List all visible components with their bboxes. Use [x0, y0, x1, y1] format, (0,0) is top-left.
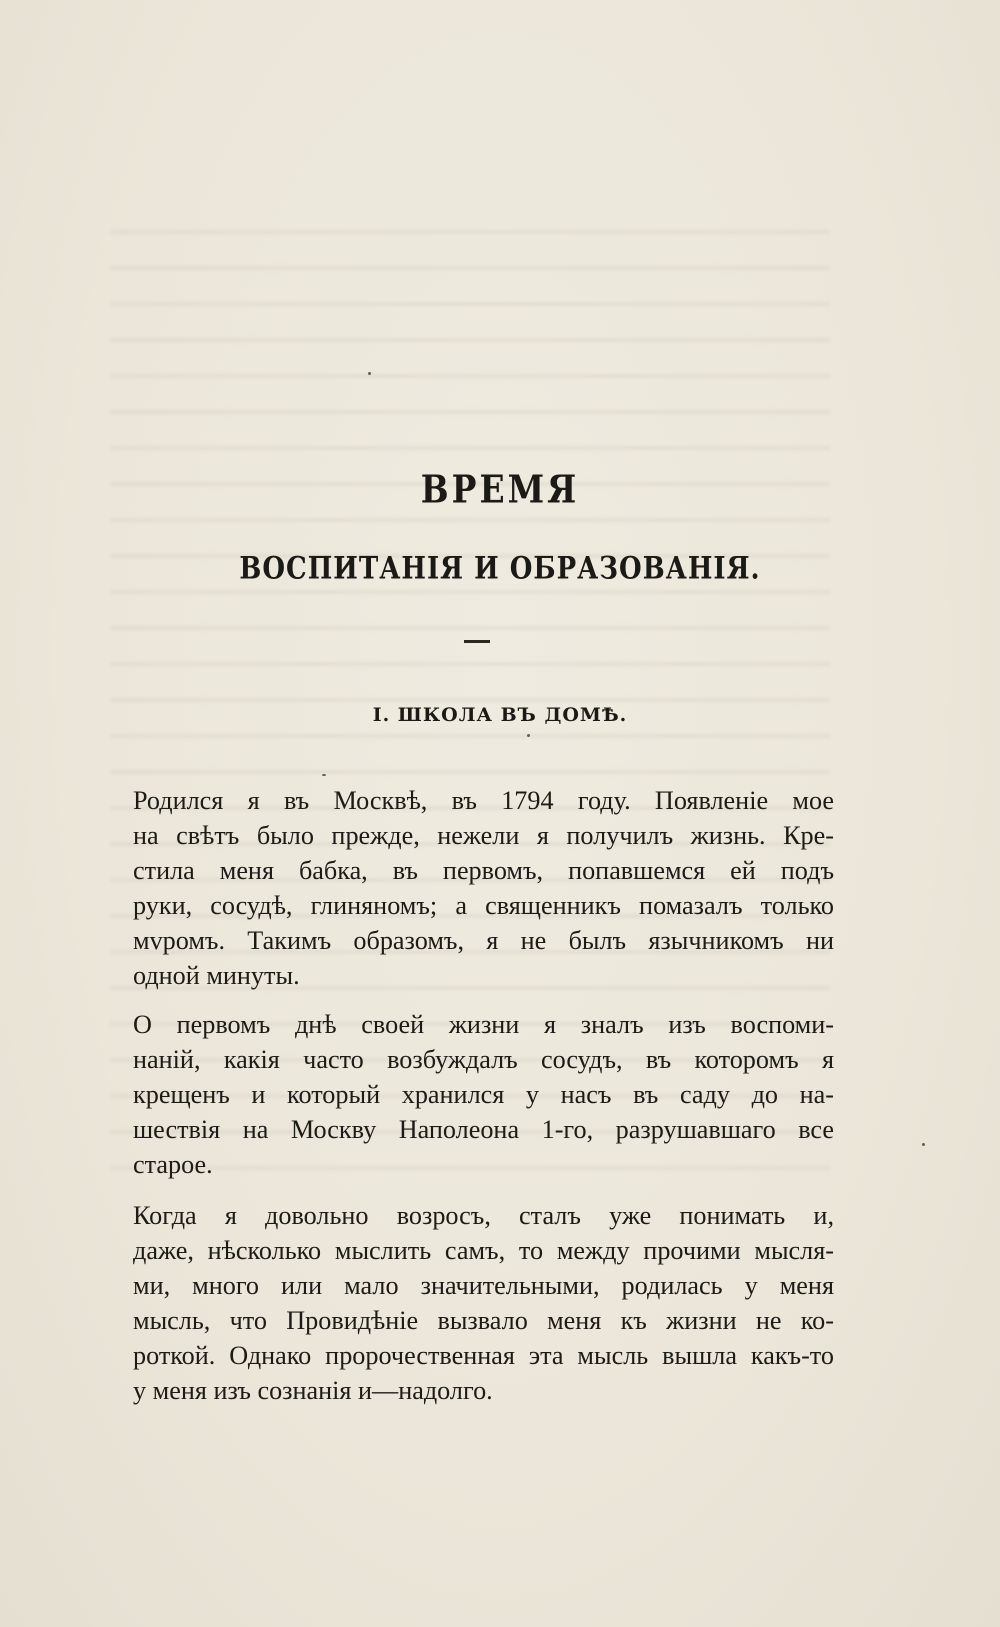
paragraph-line: наній, какія часто возбуждалъ сосудъ, въ которомъ я	[133, 1045, 834, 1074]
ink-speck	[922, 1143, 925, 1146]
paragraph-line: одной минуты.	[133, 961, 300, 990]
paragraph-line: шествія на Москву Наполеона 1-го, разрушавшаго все	[133, 1115, 834, 1144]
ink-speck	[322, 774, 326, 776]
title-divider	[464, 640, 490, 643]
page-title: ВРЕМЯ	[420, 467, 580, 512]
paragraph-line: ми, много или мало значительными, родилась у меня	[133, 1271, 834, 1300]
paragraph-line: руки, сосудѣ, глиняномъ; а священникъ помазалъ только	[133, 891, 834, 920]
paragraph-line: у меня изъ сознанія и—надолго.	[133, 1376, 493, 1405]
paragraph-line: даже, нѣсколько мыслить самъ, то между прочими мысля-	[133, 1236, 834, 1265]
ink-speck	[368, 372, 371, 375]
paragraph-1	[133, 783, 834, 993]
paragraph-line: на свѣтъ было прежде, нежели я получилъ жизнь. Кре-	[133, 821, 834, 850]
paragraph-line: старое.	[133, 1150, 213, 1179]
page-subtitle: ВОСПИТАНІЯ И ОБРАЗОВАНІЯ.	[239, 551, 761, 587]
paragraph-3	[133, 1198, 834, 1408]
paragraph-line: мvромъ. Такимъ образомъ, я не былъ язычникомъ ни	[133, 926, 834, 955]
ink-speck	[527, 734, 530, 737]
paragraph-line: О первомъ днѣ своей жизни я зналъ изъ воспоми-	[133, 1010, 834, 1039]
paragraph-line: Когда я довольно возросъ, сталъ уже понимать и,	[133, 1201, 834, 1230]
paragraph-line: стила меня бабка, въ первомъ, попавшемся ей подъ	[133, 856, 834, 885]
paragraph-line: роткой. Однако пророчественная эта мысль вышла какъ-то	[133, 1341, 834, 1370]
paragraph-line: мысль, что Провидѣніе вызвало меня къ жизни не ко-	[133, 1306, 834, 1335]
paragraph-line: Родился я въ Москвѣ, въ 1794 году. Появленіе мое	[133, 786, 834, 815]
paragraph-line: крещенъ и который хранился у насъ въ саду до на-	[133, 1080, 834, 1109]
paragraph-2	[133, 1007, 834, 1182]
section-heading: I. ШКОЛА ВЪ ДОМѢ.	[372, 704, 628, 726]
